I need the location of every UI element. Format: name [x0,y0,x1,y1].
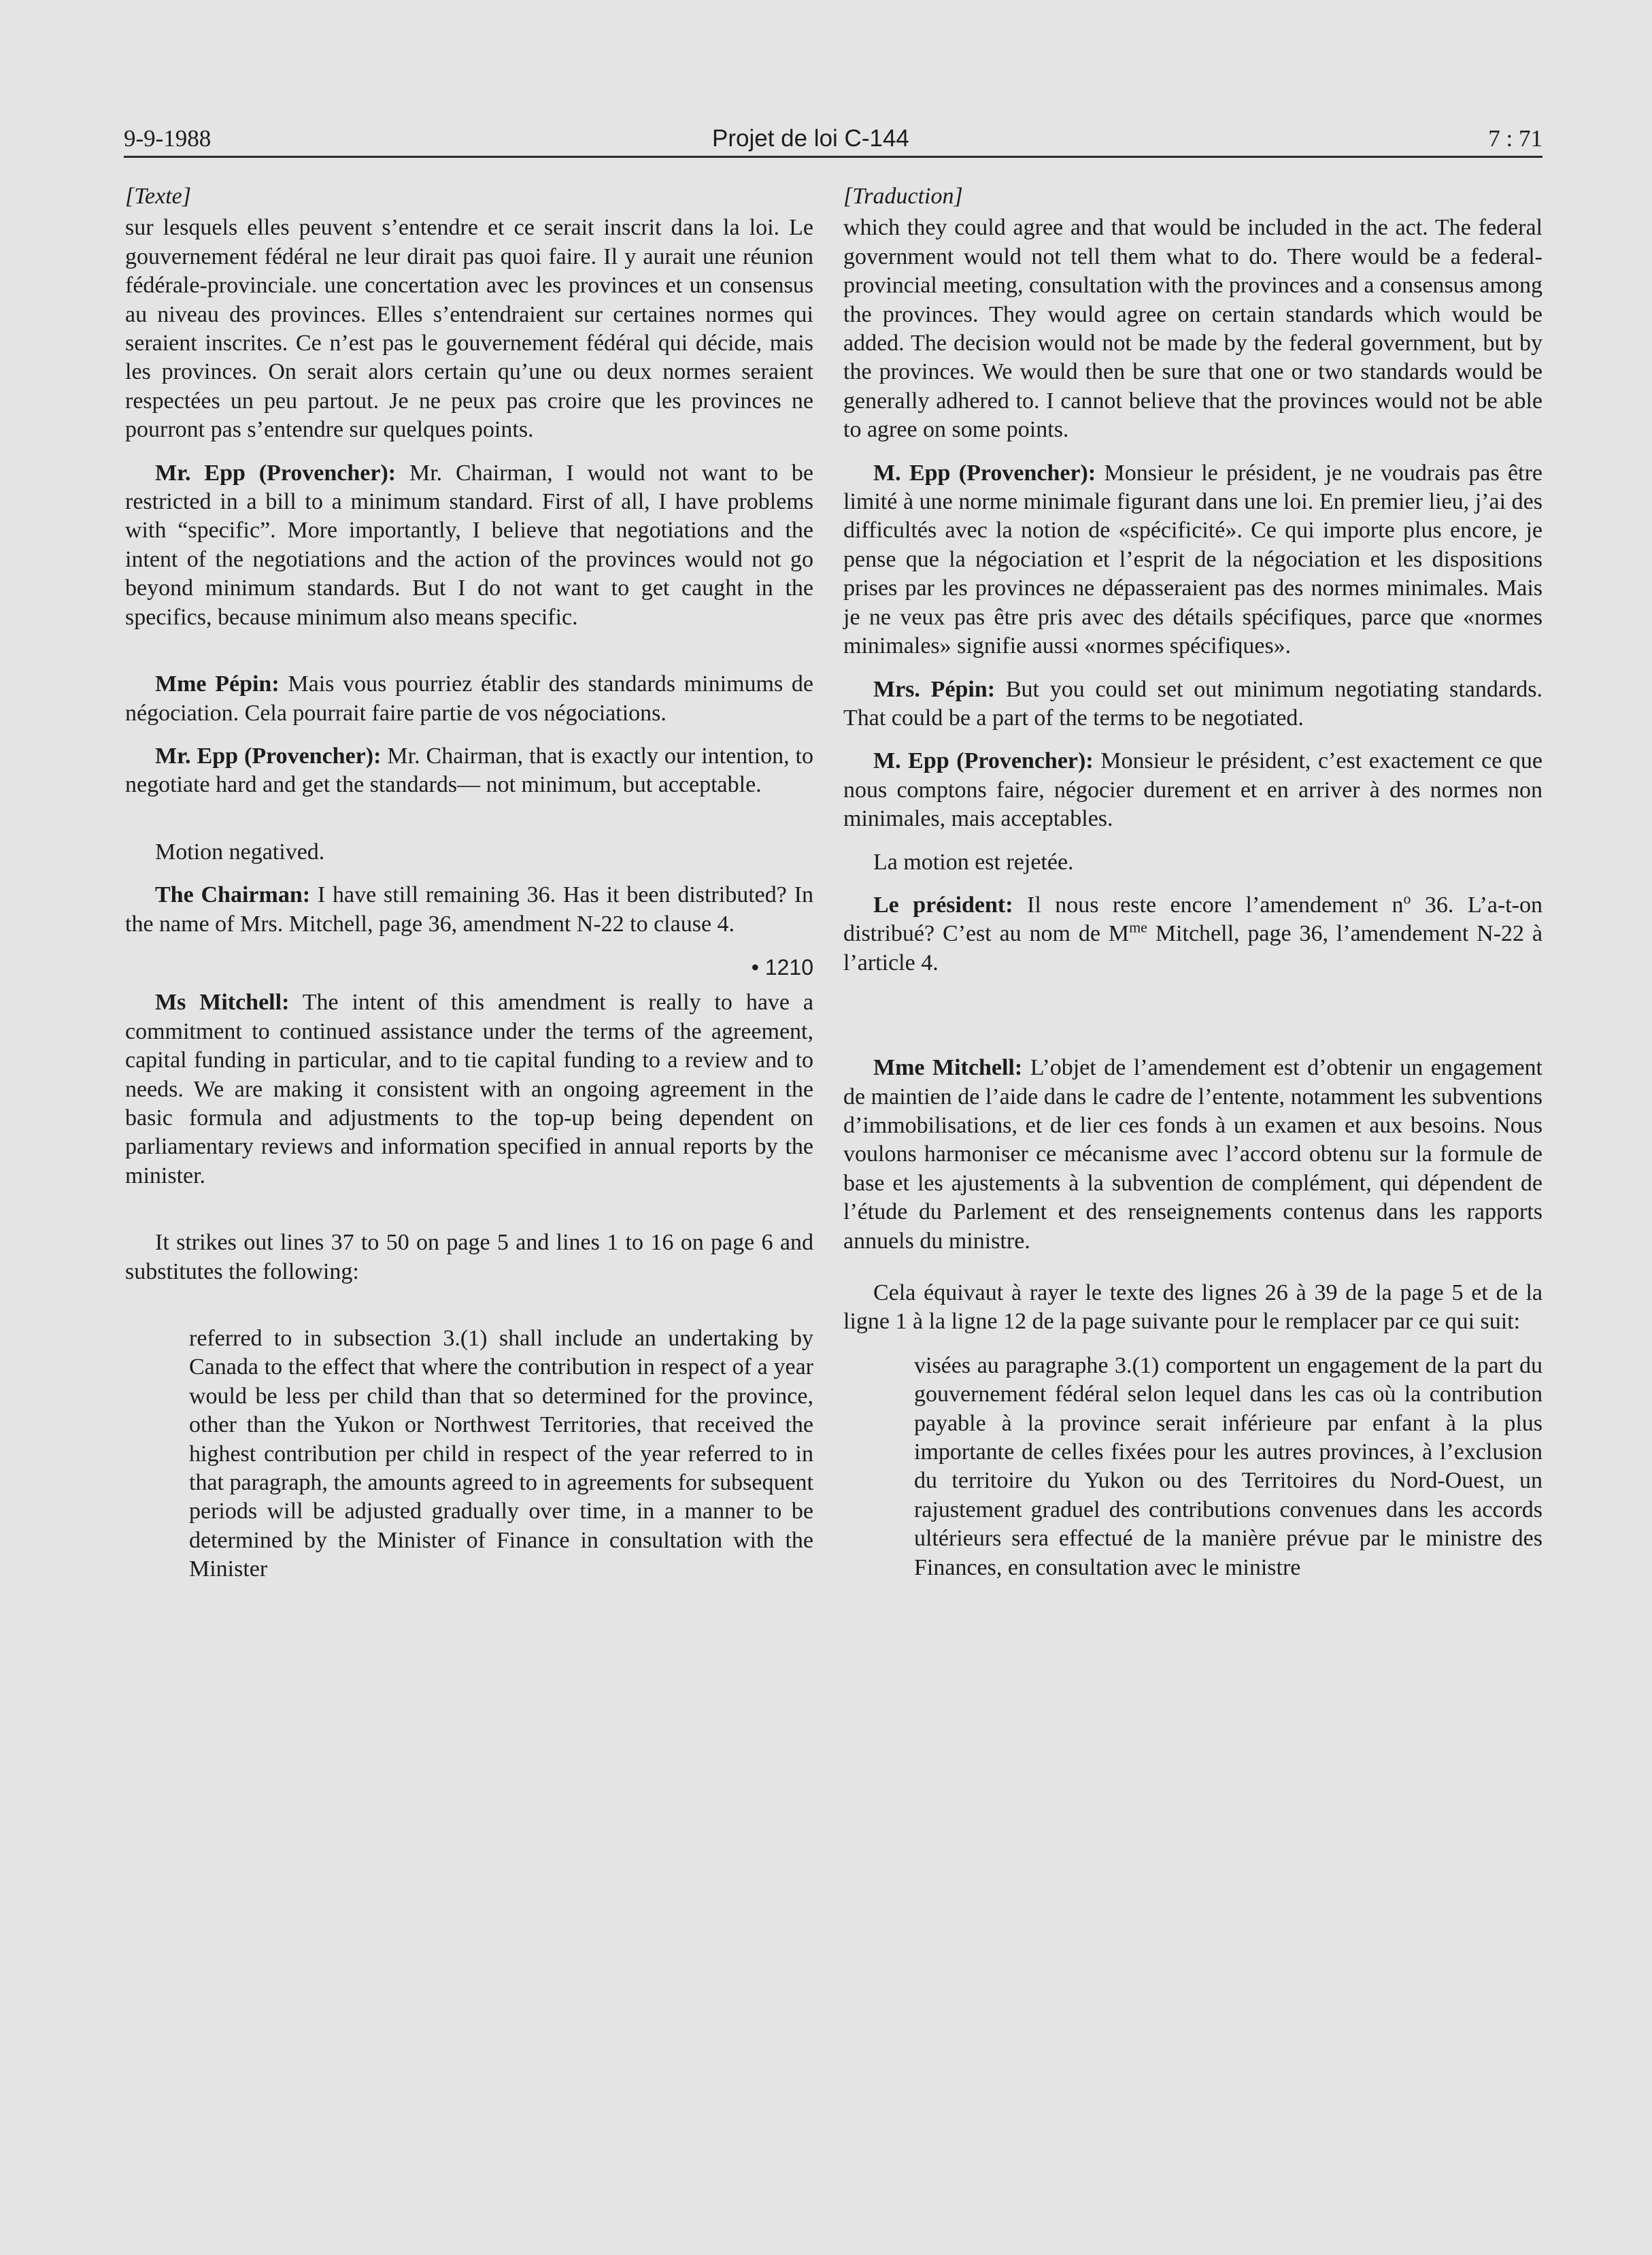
speaker-name: The Chairman: [155,882,311,908]
header-page-number: 7 : 71 [1488,125,1543,152]
speech-text: I have still remaining 36. Has it been distributed? In the name of Mrs. Mitchell, page 36, amendment N-22 to clause 4. [125,882,813,937]
speech-text: Il nous reste encore l’amendement n [1013,892,1404,918]
header-title: Projet de loi C-144 [712,125,909,152]
speech-text: Mais vous pourriez établir des standards minimums de négociation. Cela pourrait faire partie de vos négociations. [125,671,814,726]
left-column-original [125,182,813,1599]
speech-text: But you could set out minimum negotiating standards. That could be a part of the terms to be negotiated. [843,676,1543,731]
header-date: 9-9-1988 [124,125,212,152]
speaker-name: M. Epp (Provencher): [873,460,1096,486]
speech-text: The intent of this amendment is really to have a commitment to continued assistance under the terms of the agreement, capital funding in particular, and to tie capital funding to a review and to needs. We are making it consistent with an ongoing agreement in the basic formula and adjustments to the top-up being dependent on parliamentary reviews and information specified in annual reports by the minister. [125,990,813,1188]
header-rule [124,156,1543,158]
speaker-name: Mme Pépin: [155,671,280,697]
motion-result: Motion negatived. [155,839,325,865]
speech-text: Monsieur le président, c’est exactement ce que nous comptons faire, négocier durement et en arriver à des normes non minimales, mais acceptables. [843,748,1543,832]
paragraph [125,742,813,800]
paragraph: which they could agree and that would be included in the act. The federal government would not tell them what to do. There would be a federal-provincial meeting, consultation with the provinces and a consensus among the provinces. They would agree on certain standards which would be added. The decision would not be made by the federal government, but by the provinces. We would then be sure that one or two standards would be generally adhered to. I cannot believe that the provinces would not be able to agree on some points. [843,215,1543,443]
paragraph [125,670,813,728]
speaker-name: Mme Mitchell: [873,1055,1023,1081]
paragraph: It strikes out lines 37 to 50 on page 5 and lines 1 to 16 on page 6 and substitutes the following: [125,1230,813,1284]
speaker-name: M. Epp (Provencher): [873,748,1094,774]
speech-text: Mr. Chairman, that is exactly our intention, to negotiate hard and get the standards— not minimum, but acceptable. [125,743,813,798]
motion-result: La motion est rejetée. [873,849,1074,875]
amendment-quote: referred to in subsection 3.(1) shall include an undertaking by Canada to the effect that where the contribution in respect of a year would be less per child than that so determined for the province, other than the Yukon or Northwest Territories, that received the highest contribution per child in respect of the year referred to in that paragraph, the amounts agreed to in agreements for subsequent periods will be adjusted gradually over time, in a manner to be determined by the Minister of Finance in consultation with the Minister [189,1326,813,1582]
superscript: o [1403,890,1411,907]
speaker-name: Le président: [873,892,1013,918]
speaker-name: Mr. Epp (Provencher): [155,460,397,486]
speaker-name: Mrs. Pépin: [873,676,996,702]
paragraph [843,675,1543,733]
paragraph [125,459,813,632]
column-label: [Traduction] [843,184,963,209]
paragraph: Cela équivaut à rayer le texte des lignes 26 à 39 de la page 5 et de la ligne 1 à la ligne 12 de la page suivante pour le remplacer par ce qui suit: [843,1280,1543,1335]
right-column-translation [843,182,1543,1597]
speech-text: Monsieur le président, je ne voudrais pas être limité à une norme minimale figurant dans une loi. En premier lieu, j’ai des difficultés avec la notion de «spécificité». Ce qui importe plus encore, je pense que la négociation et l’esprit de la négociation et les dispositions prises par les provinces ne dépasseraient pas des normes minimales. Mais je ne veux pas être pris avec des détails spécifiques, parce que «normes minimales» signifie aussi «normes spécifiques». [843,460,1543,659]
paragraph [843,1054,1543,1256]
amendment-quote: visées au paragraphe 3.(1) comportent un engagement de la part du gouvernement fédéral selon lequel dans les cas où la contribution payable à la province serait inférieure par enfant à la plus importante de celles fixées pour les autres provinces, à l’exclusion du territoire du Yukon ou des Territoires du Nord-Ouest, un rajustement graduel des contributions convenues dans les accords ultérieurs sera effectué de la manière prévue par le ministre des Finances, en consultation avec le ministre [914,1352,1543,1580]
speech-text: L’objet de l’amendement est d’obtenir un engagement de maintien de l’aide dans le cadre de l’entente, notamment les subventions d’immobilisations, et de lier ces fonds à un examen et aux besoins. Nous voulons harmoniser ce mécanisme avec l’accord obtenu sur la formule de base et les ajustements à la subvention de complément, qui dépendent de l’étude du Parlement et des renseignements contenus dans les rapports annuels du ministre. [843,1055,1543,1254]
paragraph: sur lesquels elles peuvent s’entendre et ce serait inscrit dans la loi. Le gouvernement fédéral ne leur dirait pas quoi faire. Il y aurait une réunion fédérale-provinciale. une concertation avec les provinces et un consensus au niveau des provinces. Elles s’entendraient sur certaines normes qui seraient inscrites. Ce n’est pas le gouvernement fédéral qui décide, mais les provinces. On serait alors certain qu’une ou deux normes seraient respectées un peu partout. Je ne peux pas croire que les provinces ne pourront pas s’entendre sur quelques points. [125,215,813,443]
speech-text: Mr. Chairman, I would not want to be restricted in a bill to a minimum standard. First of all, I have problems with “specific”. More importantly, I believe that negotiations and the intent of the negotiations and the action of the provinces would not go beyond minimum standards. But I do not want to get caught in the specifics, because minimum also means specific. [125,460,814,630]
timestamp: • 1210 [751,954,813,980]
paragraph [125,988,813,1190]
paragraph [843,891,1543,978]
speech-text: 36. L’a-t-on distribué? C’est au nom de M [843,892,1543,947]
page-header [124,120,1543,158]
superscript: me [1129,919,1147,937]
column-label: [Texte] [125,184,191,209]
paragraph [843,459,1543,661]
speaker-name: Ms Mitchell: [155,990,290,1016]
paragraph [843,747,1543,833]
speech-text: Mitchell, page 36, l’amendement N-22 à l’article 4. [843,921,1543,975]
paragraph [125,881,813,939]
speaker-name: Mr. Epp (Provencher): [155,743,382,769]
